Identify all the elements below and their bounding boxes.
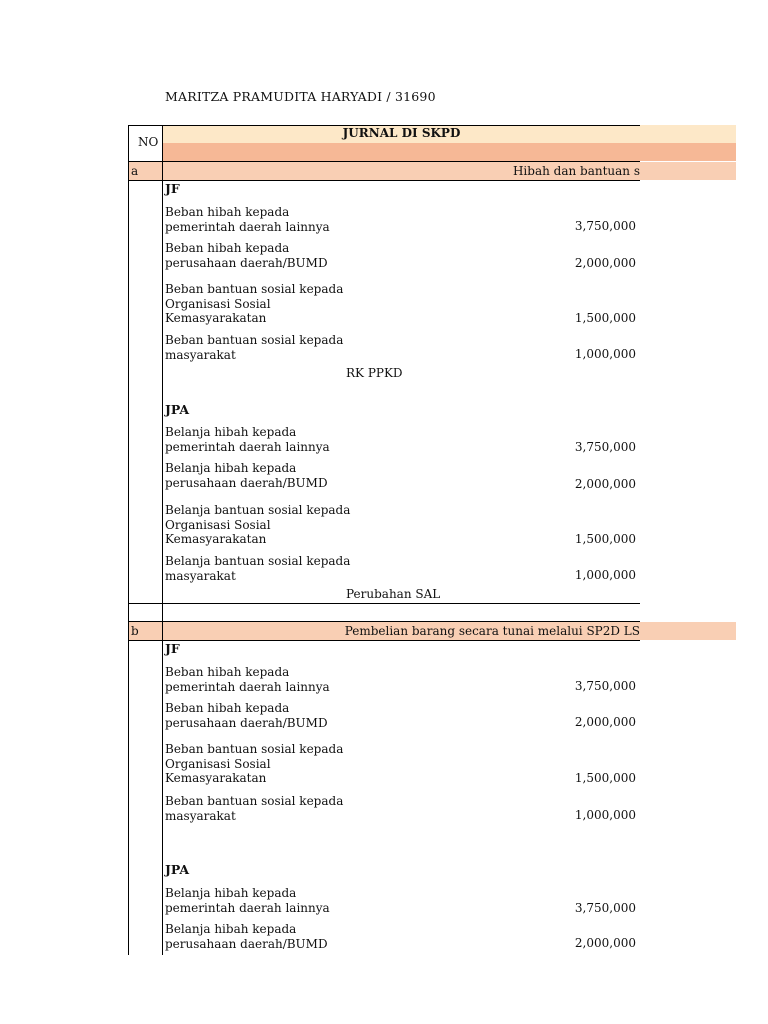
amount: 1,500,000 [574, 771, 636, 785]
account-entry [165, 425, 365, 454]
account-line: Kemasyarakatan [165, 532, 267, 546]
account-line: Belanja hibah kepada [165, 425, 297, 439]
account-line: Belanja bantuan sosial kepada [165, 503, 351, 517]
account-line: perusahaan daerah/BUMD [165, 936, 328, 951]
account-line: Kemasyarakatan [165, 311, 267, 325]
amount: 3,750,000 [574, 440, 636, 454]
amount: 2,000,000 [574, 936, 636, 950]
amount: 3,750,000 [574, 679, 636, 693]
header-separator [128, 161, 640, 162]
account-line: Organisasi Sosial [165, 517, 271, 532]
account-entry [165, 503, 365, 547]
account-entry [165, 665, 365, 694]
account-line: Beban bantuan sosial kepada [165, 333, 344, 347]
table-left-border [128, 125, 129, 955]
account-line: Belanja hibah kepada [165, 922, 297, 936]
account-line: perusahaan daerah/BUMD [165, 715, 328, 730]
amount: 1,000,000 [574, 808, 636, 822]
account-line: masyarakat [165, 568, 236, 583]
amount: 3,750,000 [574, 901, 636, 915]
amount: 2,000,000 [574, 477, 636, 491]
account-line: pemerintah daerah lainnya [165, 439, 330, 454]
account-line: masyarakat [165, 347, 236, 362]
account-entry [165, 554, 365, 583]
section-letter: a [131, 164, 139, 178]
account-line: Beban bantuan sosial kepada [165, 794, 344, 808]
section-b-bottom [128, 640, 640, 641]
account-line: Beban bantuan sosial kepada [165, 282, 344, 296]
account-entry [165, 461, 365, 490]
jf-label: JF [165, 641, 180, 656]
jpa-label: JPA [165, 402, 190, 417]
account-line: Organisasi Sosial [165, 296, 271, 311]
account-entry [165, 333, 365, 362]
account-line: Beban hibah kepada [165, 241, 290, 255]
account-line: Beban bantuan sosial kepada [165, 742, 344, 756]
account-entry [165, 205, 365, 234]
jf-label: JF [165, 181, 180, 196]
account-entry [165, 922, 365, 951]
account-line: Kemasyarakatan [165, 771, 267, 785]
account-entry [165, 282, 365, 326]
section-title-box [163, 623, 640, 639]
section-a-end-line [128, 603, 640, 604]
header-band-sub [163, 143, 736, 161]
amount: 1,500,000 [574, 311, 636, 325]
section-title: Hibah dan bantuan s [512, 164, 640, 178]
no-column-header: NO [138, 135, 159, 149]
credit-account: Perubahan SAL [346, 587, 441, 601]
section-letter: b [131, 624, 139, 638]
section-a-bottom [128, 180, 640, 181]
journal-title: JURNAL DI SKPD [342, 126, 461, 140]
author-line: MARITZA PRAMUDITA HARYADI / 31690 [165, 89, 436, 104]
account-entry [165, 241, 365, 270]
account-entry [165, 701, 365, 730]
jpa-label: JPA [165, 862, 190, 877]
account-line: Belanja bantuan sosial kepada [165, 554, 351, 568]
amount: 2,000,000 [574, 256, 636, 270]
account-line: pemerintah daerah lainnya [165, 219, 330, 234]
account-line: Belanja hibah kepada [165, 886, 297, 900]
section-title: Pembelian barang secara tunai melalui SP2D LS [344, 624, 640, 638]
account-line: pemerintah daerah lainnya [165, 900, 330, 915]
amount: 3,750,000 [574, 219, 636, 233]
account-line: perusahaan daerah/BUMD [165, 255, 328, 270]
account-line: perusahaan daerah/BUMD [165, 475, 328, 490]
column-divider [162, 125, 163, 955]
account-line: Beban hibah kepada [165, 665, 290, 679]
account-line: masyarakat [165, 808, 236, 823]
amount: 1,500,000 [574, 532, 636, 546]
account-entry [165, 742, 365, 786]
account-line: Beban hibah kepada [165, 205, 290, 219]
account-line: Organisasi Sosial [165, 756, 271, 771]
credit-account: RK PPKD [346, 366, 403, 380]
account-line: pemerintah daerah lainnya [165, 679, 330, 694]
account-entry [165, 886, 365, 915]
account-line: Beban hibah kepada [165, 701, 290, 715]
account-entry [165, 794, 365, 823]
amount: 2,000,000 [574, 715, 636, 729]
section-title-box [163, 163, 640, 179]
account-line: Belanja hibah kepada [165, 461, 297, 475]
amount: 1,000,000 [574, 568, 636, 582]
amount: 1,000,000 [574, 347, 636, 361]
spacer-row-line [128, 621, 640, 622]
